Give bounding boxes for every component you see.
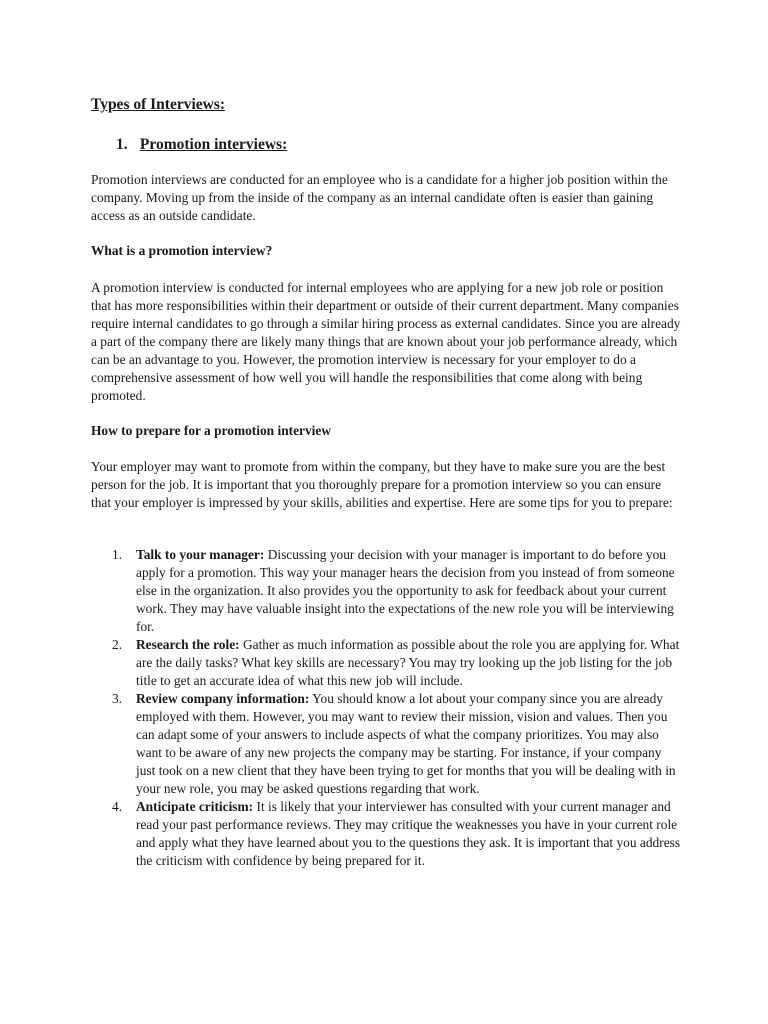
tip-text: Gather as much information as possible about the role you are applying for. What are the daily tasks? What key skills are necessary? You may try looking up the job listing for the job title to get an accurate idea of what this new job will include. (136, 637, 680, 688)
section-title: Promotion interviews: (139, 136, 288, 153)
tip-title: Research the role: (136, 637, 240, 652)
tip-item (91, 636, 681, 690)
document-title: Types of Interviews: (91, 96, 226, 113)
tip-number: 2. (112, 637, 123, 652)
tip-item (91, 690, 681, 798)
what-is-heading: What is a promotion interview? (91, 243, 273, 258)
tip-number: 1. (112, 547, 123, 562)
tip-number: 4. (112, 799, 123, 814)
tip-title: Review company information: (136, 691, 310, 706)
tips-list (91, 546, 681, 870)
tip-item (91, 798, 681, 870)
section-heading (116, 135, 287, 155)
what-is-paragraph: A promotion interview is conducted for internal employees who are applying for a new job role or position that has more responsibilities within their department or outside of their current department. Many companies require internal candidates to go through a similar hiring process as external candidates. Since you are already a part of the company there are likely many things that are known about your job performance already, which can be an advantage to you. However, the promotion interview is necessary for your employer to do a comprehensive assessment of how well you will handle the responsibilities that come along with being promoted. (91, 280, 681, 403)
prepare-heading: How to prepare for a promotion interview (91, 423, 332, 438)
prepare-paragraph: Your employer may want to promote from within the company, but they have to make sure you are the best person for the job. It is important that you thoroughly prepare for a promotion interview so you can ensure that your employer is impressed by your skills, abilities and expertise. Here are some tips for you to prepare: (91, 459, 673, 510)
tip-number: 3. (112, 691, 123, 706)
intro-paragraph: Promotion interviews are conducted for an employee who is a candidate for a higher job position within the company. Moving up from the inside of the company as an internal candidate often is easier than gaining access as an outside candidate. (91, 172, 668, 223)
tip-text: You should know a lot about your company since you are already employed with them. However, you may want to review their mission, vision and values. Then you can adapt some of your answers to include aspects of what the company prioritizes. You may also want to be aware of any new projects the company may be starting. For instance, if your company just took on a new client that they have been trying to get for months that you will be dealing with in your new role, you may be asked questions regarding that work. (136, 691, 676, 796)
tip-title: Anticipate criticism: (136, 799, 254, 814)
section-number: 1. (116, 136, 128, 153)
tip-title: Talk to your manager: (136, 547, 265, 562)
tip-text: It is likely that your interviewer has consulted with your current manager and read your past performance reviews. They may critique the weaknesses you have in your current role and apply what they have learned about you to the questions they ask. It is important that you address the criticism with confidence by being prepared for it. (136, 799, 681, 868)
tip-item (91, 546, 681, 636)
tip-text: Discussing your decision with your manager is important to do before you apply for a promotion. This way your manager hears the decision from you instead of from someone else in the organization. It also provides you the opportunity to ask for feedback about your current work. They may have valuable insight into the expectations of the new role you will be interviewing for. (136, 547, 675, 634)
